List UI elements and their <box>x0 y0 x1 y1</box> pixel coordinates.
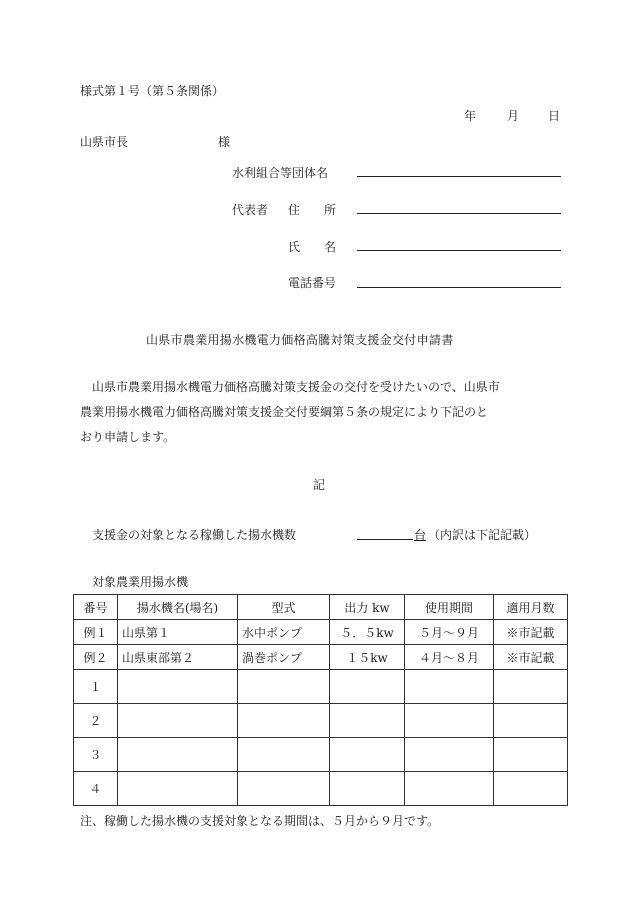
header-model: 型式 <box>238 595 330 620</box>
org-field[interactable] <box>357 176 561 177</box>
name-field[interactable] <box>357 250 561 251</box>
body-line-2: 農業用揚水機電力価格高騰対策支援金交付要綱第５条の規定により下記のと <box>80 405 489 419</box>
footnote: 注、稼働した揚水機の支援対象となる期間は、５月から９月です。 <box>80 814 440 828</box>
pump-count-note: （内訳は下記記載） <box>428 528 537 542</box>
document-title: 山県市農業用揚水機電力価格高騰対策支援金交付申請書 <box>146 333 454 347</box>
cell-model[interactable] <box>238 772 330 806</box>
cell-model[interactable] <box>238 670 330 704</box>
cell-model: 渦巻ポンプ <box>238 645 330 670</box>
header-months: 適用月数 <box>494 595 568 620</box>
cell-period[interactable] <box>405 704 494 738</box>
cell-number: ３ <box>74 738 118 772</box>
ki-heading: 記 <box>313 478 326 492</box>
addressee-honorific: 様 <box>218 135 231 149</box>
pump-count-unit: 台 <box>414 528 427 542</box>
cell-months[interactable] <box>494 738 568 772</box>
body-line-3: おり申請します。 <box>80 430 176 444</box>
cell-months[interactable] <box>494 704 568 738</box>
cell-period[interactable] <box>405 738 494 772</box>
addressee-name: 山県市長 <box>80 135 129 149</box>
cell-period[interactable] <box>405 772 494 806</box>
cell-number: 例２ <box>74 645 118 670</box>
cell-months[interactable] <box>494 772 568 806</box>
year-label: 年 <box>464 109 477 123</box>
table-row <box>74 670 568 704</box>
phone-label: 電話番号 <box>288 276 337 290</box>
day-label: 日 <box>548 109 561 123</box>
phone-field[interactable] <box>357 287 561 288</box>
header-number: 番号 <box>74 595 118 620</box>
cell-number: ２ <box>74 704 118 738</box>
table-row <box>74 704 568 738</box>
representative-label: 代表者 <box>232 203 269 217</box>
cell-number: 例１ <box>74 620 118 645</box>
header-period: 使用期間 <box>405 595 494 620</box>
cell-pump-name: 山県第１ <box>118 620 238 645</box>
pump-table <box>73 594 568 806</box>
cell-period[interactable] <box>405 670 494 704</box>
cell-months: ※市記載 <box>494 645 568 670</box>
cell-model[interactable] <box>238 704 330 738</box>
pump-count-label: 支援金の対象となる稼働した揚水機数 <box>92 528 297 542</box>
cell-pump-name[interactable] <box>118 772 238 806</box>
cell-number: ４ <box>74 772 118 806</box>
name-label: 氏 名 <box>288 240 337 254</box>
cell-pump-name[interactable] <box>118 738 238 772</box>
org-label: 水利組合等団体名 <box>232 166 329 180</box>
cell-model[interactable] <box>238 738 330 772</box>
table-caption: 対象農業用揚水機 <box>92 575 189 589</box>
header-output: 出力 kw <box>330 595 405 620</box>
cell-number: １ <box>74 670 118 704</box>
cell-output[interactable] <box>330 670 405 704</box>
cell-period: ４月～８月 <box>405 645 494 670</box>
month-label: 月 <box>507 109 520 123</box>
cell-pump-name[interactable] <box>118 704 238 738</box>
table-row <box>74 645 568 670</box>
cell-output: ５．５kw <box>330 620 405 645</box>
cell-output[interactable] <box>330 704 405 738</box>
cell-output: １５kw <box>330 645 405 670</box>
table-header-row <box>74 595 568 620</box>
form-number: 様式第１号（第５条関係） <box>80 84 225 98</box>
cell-months[interactable] <box>494 670 568 704</box>
cell-output[interactable] <box>330 772 405 806</box>
table-row <box>74 620 568 645</box>
table-row <box>74 738 568 772</box>
address-label: 住 所 <box>288 203 337 217</box>
cell-months: ※市記載 <box>494 620 568 645</box>
cell-output[interactable] <box>330 738 405 772</box>
body-line-1: 山県市農業用揚水機電力価格高騰対策支援金の交付を受けたいので、山県市 <box>92 380 500 394</box>
cell-pump-name: 山県東部第２ <box>118 645 238 670</box>
table-row <box>74 772 568 806</box>
cell-period: ５月～９月 <box>405 620 494 645</box>
pump-count-field[interactable] <box>357 539 413 540</box>
header-pump-name: 揚水機名(場名) <box>118 595 238 620</box>
cell-model: 水中ポンプ <box>238 620 330 645</box>
address-field[interactable] <box>357 213 561 214</box>
cell-pump-name[interactable] <box>118 670 238 704</box>
